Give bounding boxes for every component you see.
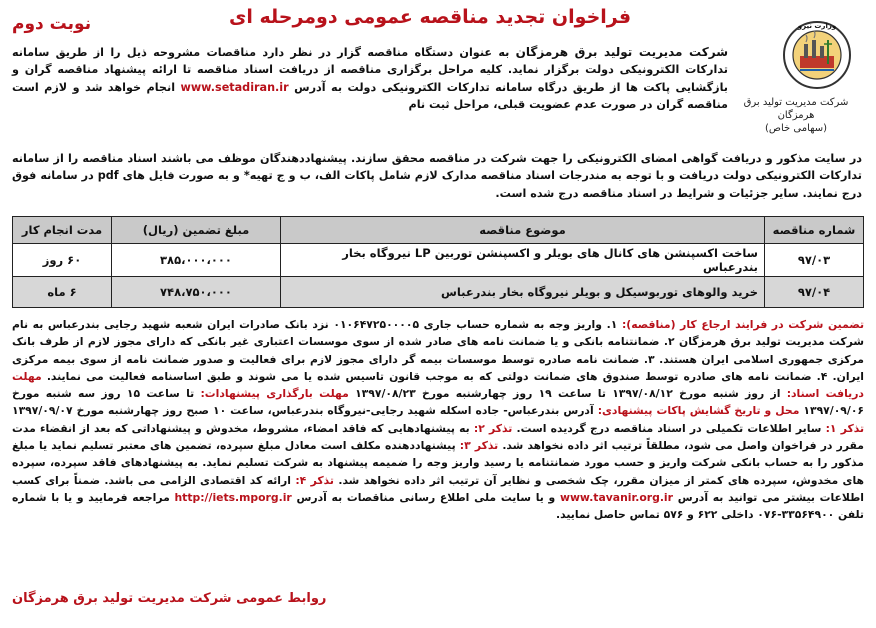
round-badge: نوبت دوم bbox=[12, 14, 92, 34]
tender-subject: خرید والوهای توربوسیکل و بویلر نیروگاه بخار بندرعباس bbox=[281, 277, 765, 308]
col-guarantee: مبلغ تضمین (ریال) bbox=[112, 217, 281, 244]
tender-number: ۹۷/۰۳ bbox=[765, 244, 864, 277]
power-plant-logo-icon bbox=[782, 20, 852, 90]
opening-text: آدرس بندرعباس- جاده اسکله شهید رجایی-نیروگاه بندرعباس، ساعت ۱۰ صبح روز چهارشنبه مورخ ۱۳۹۷/۰۹/۰۷ bbox=[12, 404, 598, 418]
col-subject: موضوع مناقصه bbox=[281, 217, 765, 244]
terms-paragraph bbox=[12, 316, 864, 524]
note4-label: تذکر ۴: bbox=[295, 473, 334, 487]
table-row bbox=[13, 244, 864, 277]
submission-text: تا ساعت ۱۵ روز سه شنبه مورخ ۱۳۹۷/۰۹/۰۶ bbox=[12, 387, 864, 418]
note1-label: تذکر ۱: bbox=[825, 421, 865, 435]
intro-text-1: به عنوان دستگاه مناقصه گزار در نظر دارد مناقصات مشروحه ذیل را از طریق سامانه تدارکات الکترونیکی دولت برگزار نماید. کلیه مراحل برگزاری مناقصه از دریافت اسناد مناقصه تا ارائه پیشنهاد مناقصه گران و بازگشایی پاکت ها از طریق درگاه سامانه تدارکات الکترونیکی دولت به آدرس bbox=[12, 46, 728, 94]
col-duration: مدت انجام کار bbox=[13, 217, 112, 244]
note1-text: سایر اطلاعات تکمیلی در اسناد مناقصه درج گردیده است. bbox=[516, 421, 826, 435]
submission-label: مهلت بارگذاری پیشنهادات: bbox=[200, 387, 349, 401]
note3-text: پیشنهاددهنده مکلف است معادل مبلغ سپرده، تضمین های معتبر تسلیم نماید یا مبلغ مذکور را به حساب بانکی شرکت واریز و حسب مورد ضمانتنامه یا رسید واریز وجه را ضمیمه پیشنهاد به شرکت تسلیم نماید. به پیشنهادهای فاقد سپرده، سپرده های مخدوش، سپرده های کمتر از میزان مقرر، چک شخصی و نظایر آن ترتیب اثر داده نخواهد شد. bbox=[12, 439, 864, 487]
deadline-text: از روز شنبه مورخ ۱۳۹۷/۰۸/۱۲ تا ساعت ۱۹ روز چهارشنبه مورخ ۱۳۹۷/۰۸/۲۳ bbox=[355, 387, 787, 401]
end-text: مراجعه فرمایید و یا با شماره تلفن ۳۳۵۶۴۹۰۰-۰۷۶ داخلی ۶۲۲ و ۵۷۶ تماس حاصل نمایید. bbox=[12, 490, 864, 522]
col-number: شماره مناقصه bbox=[765, 217, 864, 244]
intro-paragraph-2: در سایت مذکور و دریافت گواهی امضای الکترونیکی را جهت شرکت در مناقصه محقق سازند. پیشنهاددهندگان موظف می باشند اسناد مناقصه را از سامانه تدارکات الکترونیکی دولت دریافت و با توجه به مندرجات اسناد مناقصه مدارک لازم شامل پاکات الف، ب و ج تهیه* و به صورت فایل های pdf در سامانه فوق درج نمایند. سایر جزئیات و شرایط در اسناد مناقصه درج شده است. bbox=[12, 152, 862, 200]
guarantee-heading: تضمین شرکت در فرایند ارجاع کار (مناقصه): bbox=[621, 318, 865, 331]
logo-seal-text: وزارت نیرو bbox=[797, 22, 837, 30]
tender-guarantee: ۷۴۸،۷۵۰،۰۰۰ bbox=[112, 277, 281, 308]
deadline-label: مهلت دریافت اسناد: bbox=[12, 369, 864, 401]
intro-text-2: انجام خواهد شد و لازم است مناقصه گران در صورت عدم عضویت قبلی، مراحل ثبت نام bbox=[12, 80, 728, 112]
tender-duration: ۶ ماه bbox=[13, 277, 112, 308]
intro-lead: شرکت مدیریت تولید برق هرمزگان bbox=[515, 45, 728, 59]
tender-table bbox=[12, 216, 864, 308]
company-name: شرکت مدیریت تولید برق هرمزگان bbox=[743, 97, 849, 121]
page-title: فراخوان تجدید مناقصه عمومی دومرحله ای bbox=[228, 6, 632, 28]
note2-text: به پیشنهادهایی که فاقد امضاء، مشروط، مخدوش و پیشنهاداتی که بعد از انقضاء مدت مقرر در فراخوان واصل می شود، مطلقاً ترتیب اثر داده نخواهد شد. bbox=[12, 421, 864, 453]
table-row bbox=[13, 277, 864, 308]
intro-paragraph bbox=[12, 44, 728, 114]
note4-text: ارائه کد اقتصادی الزامی می باشد. ضمناً برای کسب اطلاعات بیشتر می توانید به آدرس bbox=[12, 473, 864, 504]
opening-label: محل و تاریخ گشایش پاکات پیشنهادی: bbox=[597, 404, 800, 418]
setadiran-link[interactable]: www.setadiran.ir bbox=[180, 80, 289, 94]
tender-subject: ساخت اکسپنشن های کانال های بویلر و اکسپنشن توربین LP نیروگاه بخار بندرعباس bbox=[281, 244, 765, 277]
tender-number: ۹۷/۰۴ bbox=[765, 277, 864, 308]
guarantee-text: ۱. واریز وجه به شماره حساب جاری ۰۱۰۶۴۷۲۵۰۰۰۰۵ نزد بانک صادرات ایران شعبه شهید رجایی بندرعباس به نام شرکت مدیریت تولید برق هرمزگان ۲. ضمانتنامه بانکی و یا ضمانت نامه های صادر شده از سوی موسسات اعتباری غیر بانکی که دارای مجوز لازم از طرف بانک مرکزی جمهوری اسلامی ایران هستند. ۳. ضمانت نامه صادره توسط موسسات بیمه گر دارای مجوز لازم برای فعالیت و صدور ضمانت نامه از سوی بیمه مرکزی ایران. ۴. ضمانت نامه های صادره توسط صندوق های ضمانت دولتی که به موجب قانون تاسیس شده یا می شوند و طبق اساسنامه فعالیت می نمایند. bbox=[12, 318, 865, 383]
tender-duration: ۶۰ روز bbox=[13, 244, 112, 277]
tender-guarantee: ۳۸۵،۰۰۰،۰۰۰ bbox=[112, 244, 281, 277]
iets-link[interactable]: http://iets.mporg.ir bbox=[174, 490, 292, 504]
tavanir-link[interactable]: www.tavanir.org.ir bbox=[559, 490, 673, 504]
company-name-block bbox=[726, 96, 866, 135]
signature: روابط عمومی شرکت مدیریت تولید برق هرمزگان bbox=[12, 591, 327, 606]
header bbox=[0, 0, 876, 44]
table-header-row bbox=[13, 217, 864, 244]
note2-label: تذکر ۲: bbox=[473, 421, 513, 435]
company-type: (سهامی خاص) bbox=[764, 123, 828, 134]
note3-label: تذکر ۳: bbox=[459, 439, 499, 453]
mid-text: و یا سایت ملی اطلاع رسانی مناقصات به آدرس bbox=[296, 490, 560, 504]
